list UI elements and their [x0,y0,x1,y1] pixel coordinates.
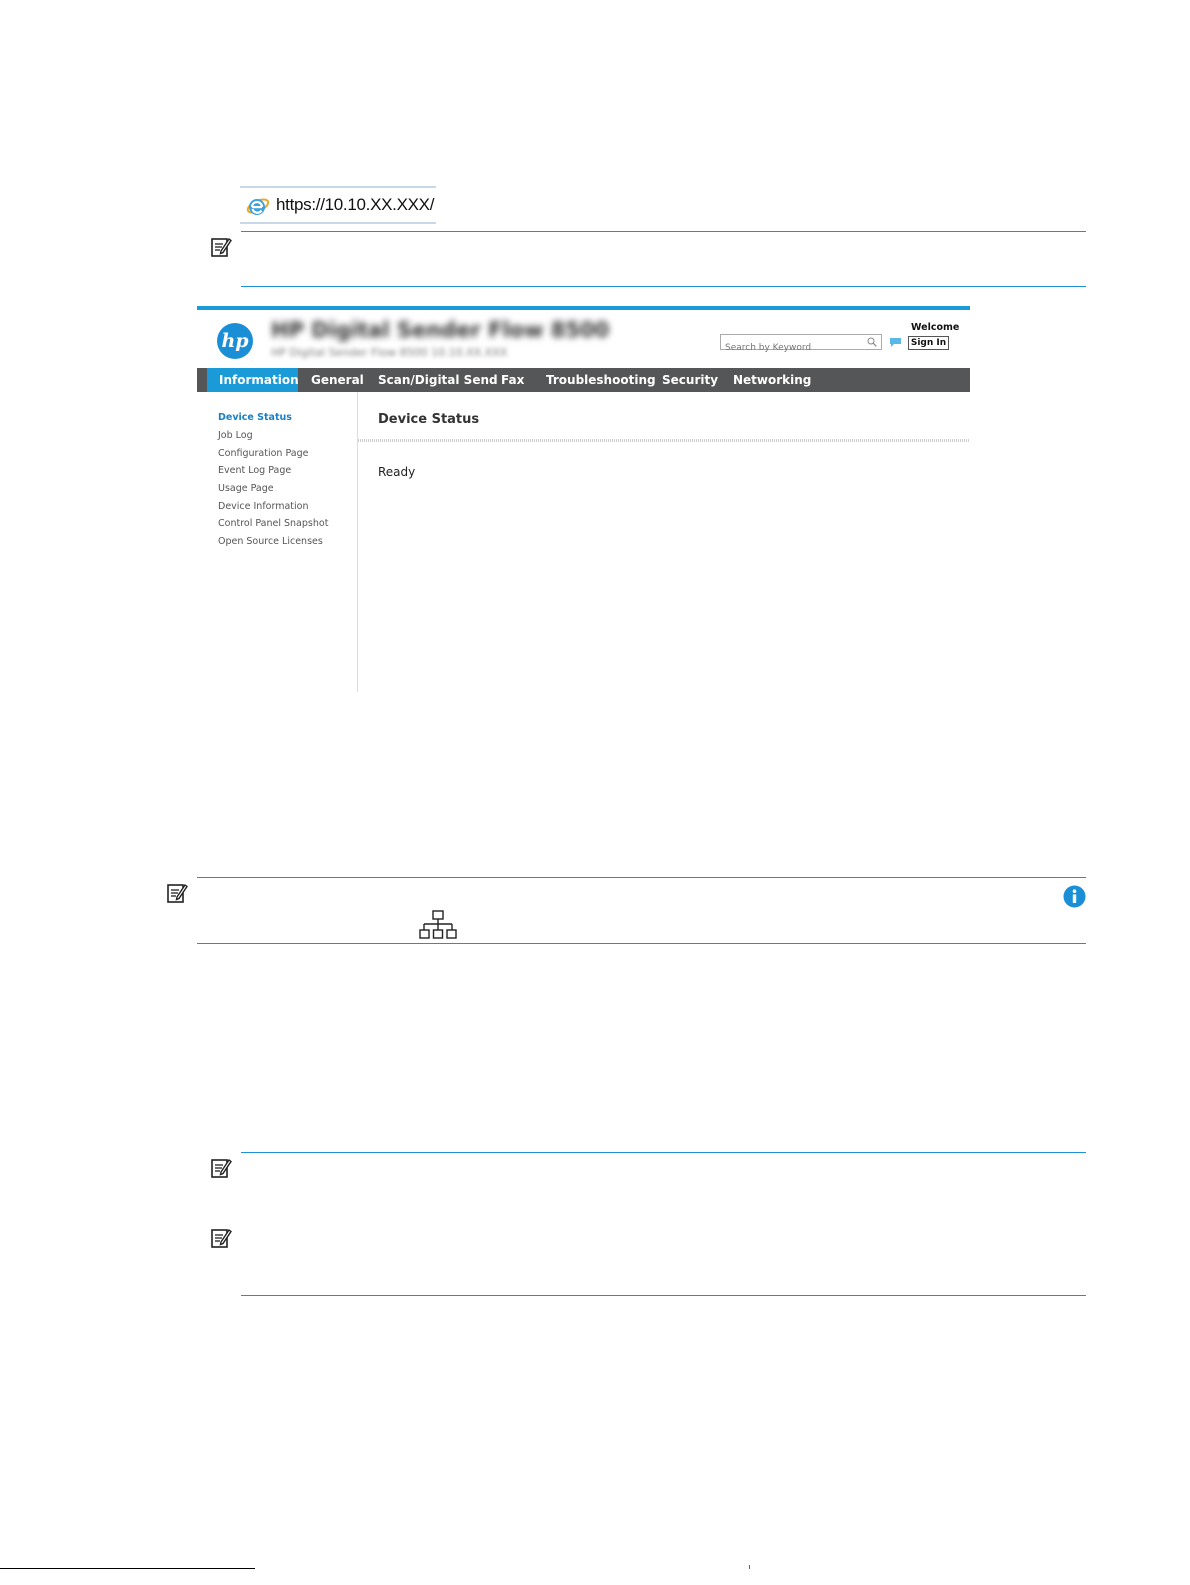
note-icon [166,882,188,904]
sidebar-item-usage-page[interactable]: Usage Page [218,483,274,494]
hp-logo: hp [217,323,253,359]
sign-in-button[interactable]: Sign In [908,336,949,350]
sidebar-item-open-source-licenses[interactable]: Open Source Licenses [218,536,323,547]
tab-information[interactable]: Information [207,368,298,392]
product-subtitle: HP Digital Sender Flow 8500 10.10.XX.XXX [271,346,508,359]
tab-general[interactable]: General [311,373,364,387]
search-icon[interactable] [867,337,877,347]
note-rule-top [197,877,1086,878]
note-rule-bottom [197,943,1086,944]
note-icon [210,1227,232,1249]
sidebar-item-configuration-page[interactable]: Configuration Page [218,448,309,459]
footer-mark [749,1565,750,1569]
search-box[interactable] [720,334,882,350]
sidebar-item-control-panel-snapshot[interactable]: Control Panel Snapshot [218,518,329,529]
ews-top-accent [197,306,970,310]
note-rule-top [241,231,1086,232]
device-status-text: Ready [378,465,416,479]
ews-screenshot [197,306,970,692]
product-title: HP Digital Sender Flow 8500 [271,318,610,342]
ie-browser-icon [245,195,271,217]
note-rule-top [241,1152,1086,1153]
tab-networking[interactable]: Networking [733,373,812,387]
note-icon [210,236,232,258]
url-text: https://10.10.XX.XXX/ [276,195,435,214]
network-icon [419,910,457,940]
top-nav [197,368,970,392]
chat-icon[interactable] [889,337,902,348]
search-input[interactable] [721,342,865,355]
content-title: Device Status [378,412,480,427]
tab-fax[interactable]: Fax [501,373,525,387]
tab-scan-digital-send[interactable]: Scan/Digital Send [378,373,498,387]
sidebar-divider [357,392,358,692]
sidebar-item-job-log[interactable]: Job Log [218,430,253,441]
sidebar-item-device-status[interactable]: Device Status [218,412,292,423]
content-title-rule [358,439,970,442]
sidebar-item-event-log-page[interactable]: Event Log Page [218,465,292,476]
sidebar-item-device-information[interactable]: Device Information [218,501,309,512]
info-icon [1063,885,1086,908]
note-rule-bottom [241,1295,1086,1296]
tab-security[interactable]: Security [662,373,719,387]
address-bar[interactable] [240,186,436,224]
tab-troubleshooting[interactable]: Troubleshooting [546,373,656,387]
footer-rule [0,1568,255,1569]
welcome-label: Welcome [911,322,960,333]
note-rule-bottom [241,286,1086,287]
note-icon [210,1157,232,1179]
